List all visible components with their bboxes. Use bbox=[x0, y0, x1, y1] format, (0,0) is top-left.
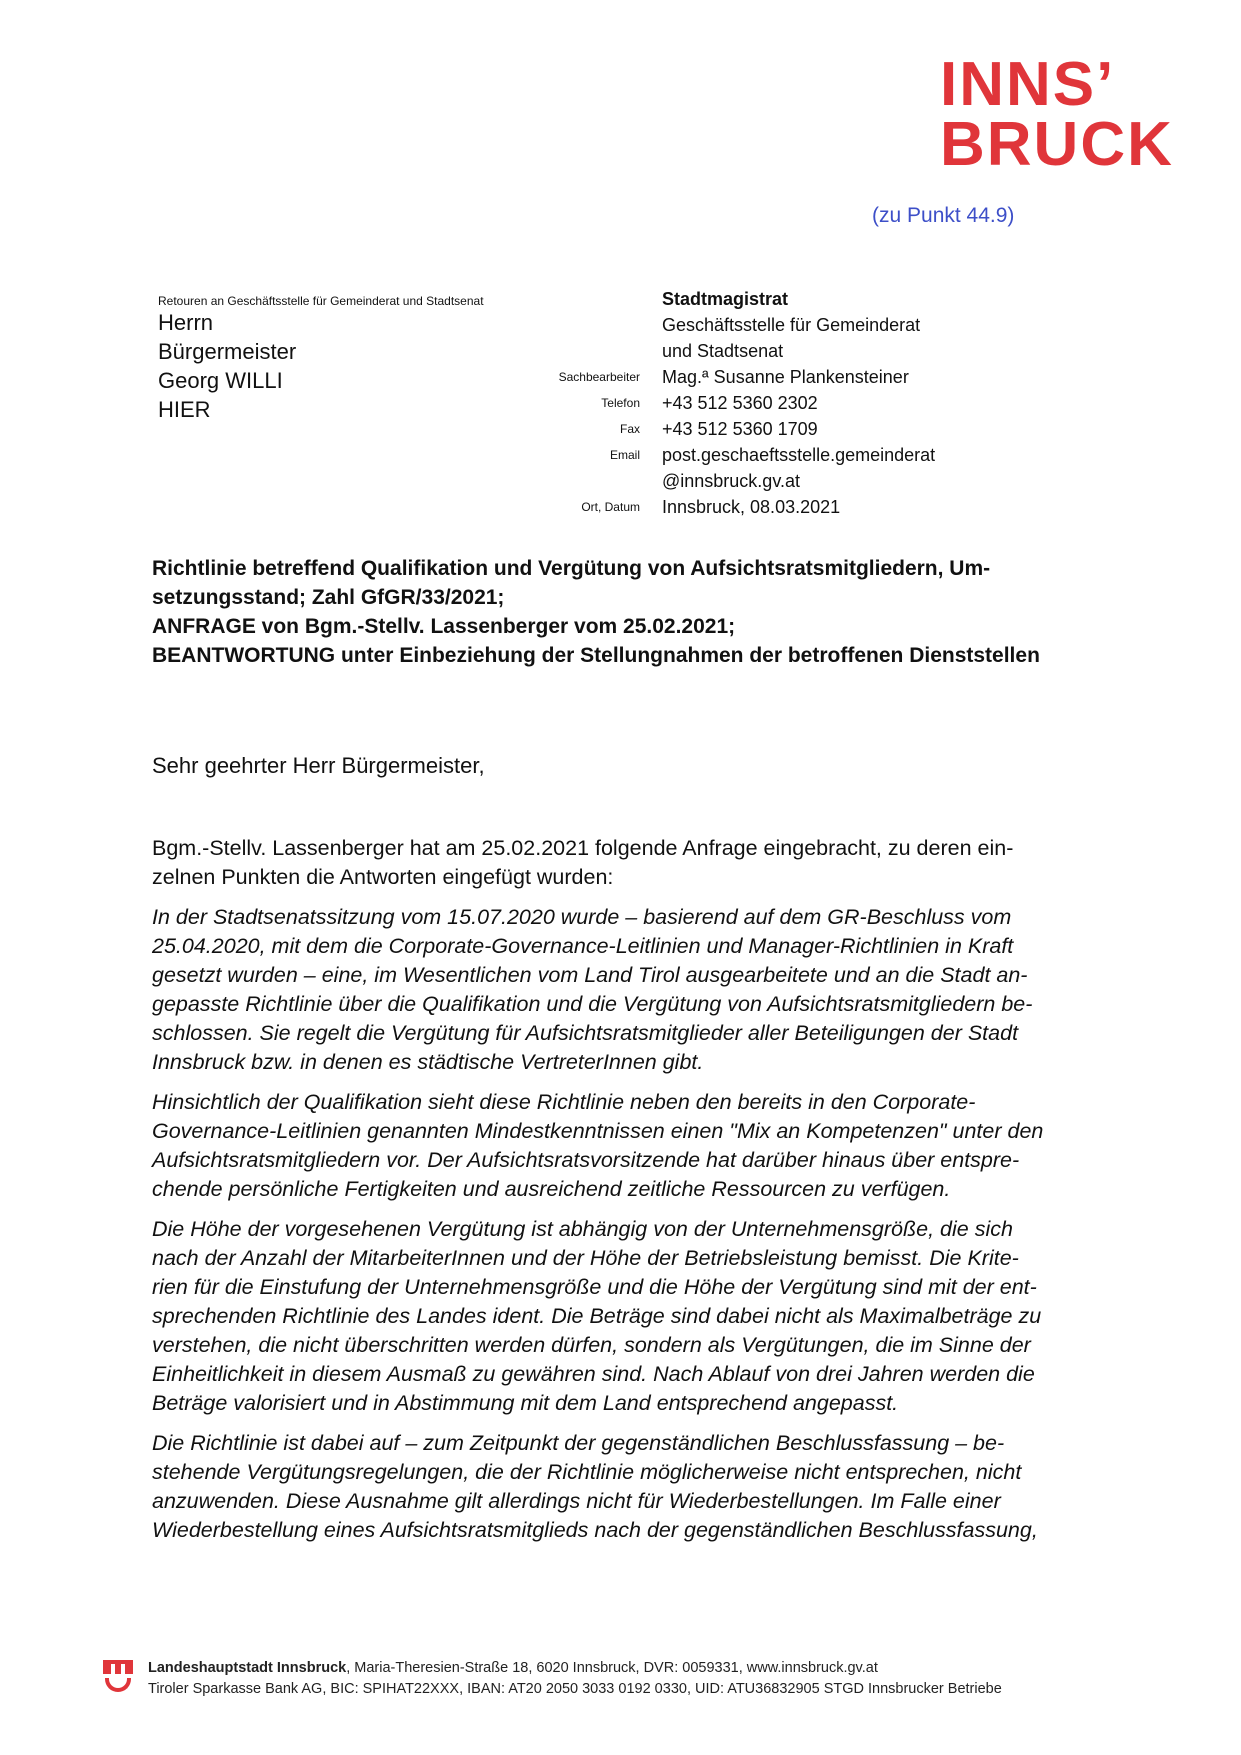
text-line: Governance-Leitlinien genannten Mindestkenntnissen einen "Mix an Kompetenzen" unter den bbox=[152, 1119, 1044, 1143]
text-line: stehende Vergütungsregelungen, die der Richtlinie möglicherweise nicht entsprechen, nicht bbox=[152, 1460, 1022, 1484]
text-line: verstehen, die nicht überschritten werden dürfen, sondern als Vergütungen, die im Sinne der bbox=[152, 1333, 1031, 1357]
telefon-value: +43 512 5360 2302 bbox=[662, 393, 818, 413]
address-line: HIER bbox=[158, 397, 211, 422]
quote-paragraph-2 bbox=[152, 1088, 1142, 1204]
address-line: Herrn bbox=[158, 310, 214, 335]
sachbearbeiter-value: Mag.ª Susanne Plankensteiner bbox=[662, 367, 909, 387]
telefon-label: Telefon bbox=[601, 396, 640, 410]
text-line: Bgm.-Stellv. Lassenberger hat am 25.02.2021 folgende Anfrage eingebracht, zu deren ein- bbox=[152, 836, 1014, 860]
text-line: gepasste Richtlinie über die Qualifikation und die Vergütung von Aufsichtsratsmitgliedern be- bbox=[152, 992, 1033, 1016]
text-line: Die Höhe der vorgesehenen Vergütung ist abhängig von der Unternehmensgröße, die sich bbox=[152, 1217, 1013, 1241]
innsbruck-logo bbox=[940, 50, 1190, 179]
quote-paragraph-4 bbox=[152, 1429, 1142, 1545]
letter-body bbox=[152, 834, 1142, 1556]
text-line: gesetzt wurden – eine, im Wesentlichen vom Land Tirol ausgearbeitete und an die Stadt an- bbox=[152, 963, 1028, 987]
text-line: chende persönliche Fertigkeiten und ausreichend zeitliche Ressourcen zu verfügen. bbox=[152, 1177, 951, 1201]
address-line: Georg WILLI bbox=[158, 368, 283, 393]
subject bbox=[152, 554, 1112, 670]
sachbearbeiter-label: Sachbearbeiter bbox=[558, 370, 640, 384]
text-line: Hinsichtlich der Qualifikation sieht diese Richtlinie neben den bereits in den Corporate- bbox=[152, 1090, 976, 1114]
text-line: Einheitlichkeit in diesem Ausmaß zu gewähren sind. Nach Ablauf von drei Jahren werden die bbox=[152, 1362, 1035, 1386]
ort-datum-value: Innsbruck, 08.03.2021 bbox=[662, 497, 841, 517]
logo-line-2: BRUCK bbox=[940, 110, 1174, 179]
address-line: Bürgermeister bbox=[158, 339, 297, 364]
text-line: sprechenden Richtlinie des Landes ident. Die Beträge sind dabei nicht als Maximalbeträge zu bbox=[152, 1304, 1042, 1328]
text-line: rien für die Einstufung der Unternehmensgröße und die Höhe der Vergütung sind mit der ent- bbox=[152, 1275, 1037, 1299]
text-line: nach der Anzahl der MitarbeiterInnen und der Höhe der Betriebsleistung bemisst. Die Krite- bbox=[152, 1246, 1019, 1270]
fax-value: +43 512 5360 1709 bbox=[662, 419, 818, 439]
text-line: Die Richtlinie ist dabei auf – zum Zeitpunkt der gegenständlichen Beschlussfassung – be- bbox=[152, 1431, 1005, 1455]
sender-info bbox=[460, 284, 1020, 518]
footer-text bbox=[148, 1658, 1002, 1700]
quote-paragraph-1 bbox=[152, 903, 1142, 1077]
subject-line: Richtlinie betreffend Qualifikation und Vergütung von Aufsichtsratsmitgliedern, Um- bbox=[152, 557, 991, 580]
text-line: Beträge valorisiert und in Abstimmung mit dem Land entsprechend angepasst. bbox=[152, 1391, 899, 1415]
sender-title: Stadtmagistrat bbox=[662, 289, 789, 309]
footer-org: Landeshauptstadt Innsbruck bbox=[148, 1660, 347, 1676]
text-line: 25.04.2020, mit dem die Corporate-Governance-Leitlinien und Manager-Richtlinien in Kraft bbox=[152, 934, 1014, 958]
email-value-1: post.geschaeftsstelle.gemeinderat bbox=[662, 445, 936, 465]
text-line: Aufsichtsratsmitgliedern vor. Der Aufsichtsratsvorsitzende hat darüber hinaus über entspre- bbox=[152, 1148, 1020, 1172]
return-address: Retouren an Geschäftsstelle für Gemeinderat und Stadtsenat bbox=[158, 294, 484, 308]
text-line: Innsbruck bzw. in denen es städtische VertreterInnen gibt. bbox=[152, 1050, 704, 1074]
text-line: zelnen Punkten die Antworten eingefügt wurden: bbox=[152, 865, 614, 889]
ort-datum-label: Ort, Datum bbox=[581, 500, 640, 514]
sender-dept-2: und Stadtsenat bbox=[662, 341, 784, 361]
text-line: schlossen. Sie regelt die Vergütung für Aufsichtsratsmitglieder aller Beteiligungen der Stadt bbox=[152, 1021, 1019, 1045]
text-line: anzuwenden. Diese Ausnahme gilt allerdings nicht für Wiederbestellungen. Im Falle einer bbox=[152, 1489, 1001, 1513]
fax-label: Fax bbox=[619, 422, 640, 436]
recipient-address bbox=[158, 308, 296, 424]
intro-paragraph bbox=[152, 834, 1142, 892]
text-line: Wiederbestellung eines Aufsichtsratsmitglieds nach der gegenständlichen Beschlussfassung, bbox=[152, 1518, 1038, 1542]
subject-line: BEANTWORTUNG unter Einbeziehung der Stellungnahmen der betroffenen Dienststellen bbox=[152, 644, 1040, 667]
agenda-reference: (zu Punkt 44.9) bbox=[872, 204, 1015, 227]
email-value-2: @innsbruck.gv.at bbox=[662, 471, 800, 491]
footer-bank: Tiroler Sparkasse Bank AG, BIC: SPIHAT22XXX, IBAN: AT20 2050 3033 0192 0330, UID: ATU36832905 STGD Innsbrucker Betriebe bbox=[148, 1681, 1002, 1697]
coat-of-arms-icon bbox=[103, 1660, 133, 1694]
salutation: Sehr geehrter Herr Bürgermeister, bbox=[152, 753, 485, 778]
subject-line: setzungsstand; Zahl GfGR/33/2021; bbox=[152, 586, 505, 609]
text-line: In der Stadtsenatssitzung vom 15.07.2020 wurde – basierend auf dem GR-Beschluss vom bbox=[152, 905, 1012, 929]
logo-line-1: INNS’ bbox=[940, 50, 1116, 119]
sender-dept-1: Geschäftsstelle für Gemeinderat bbox=[662, 315, 921, 335]
footer-address: , Maria-Theresien-Straße 18, 6020 Innsbruck, DVR: 0059331, www.innsbruck.gv.at bbox=[346, 1660, 878, 1676]
email-label: Email bbox=[609, 448, 640, 462]
subject-line: ANFRAGE von Bgm.-Stellv. Lassenberger vom 25.02.2021; bbox=[152, 615, 736, 638]
quote-paragraph-3 bbox=[152, 1215, 1142, 1418]
